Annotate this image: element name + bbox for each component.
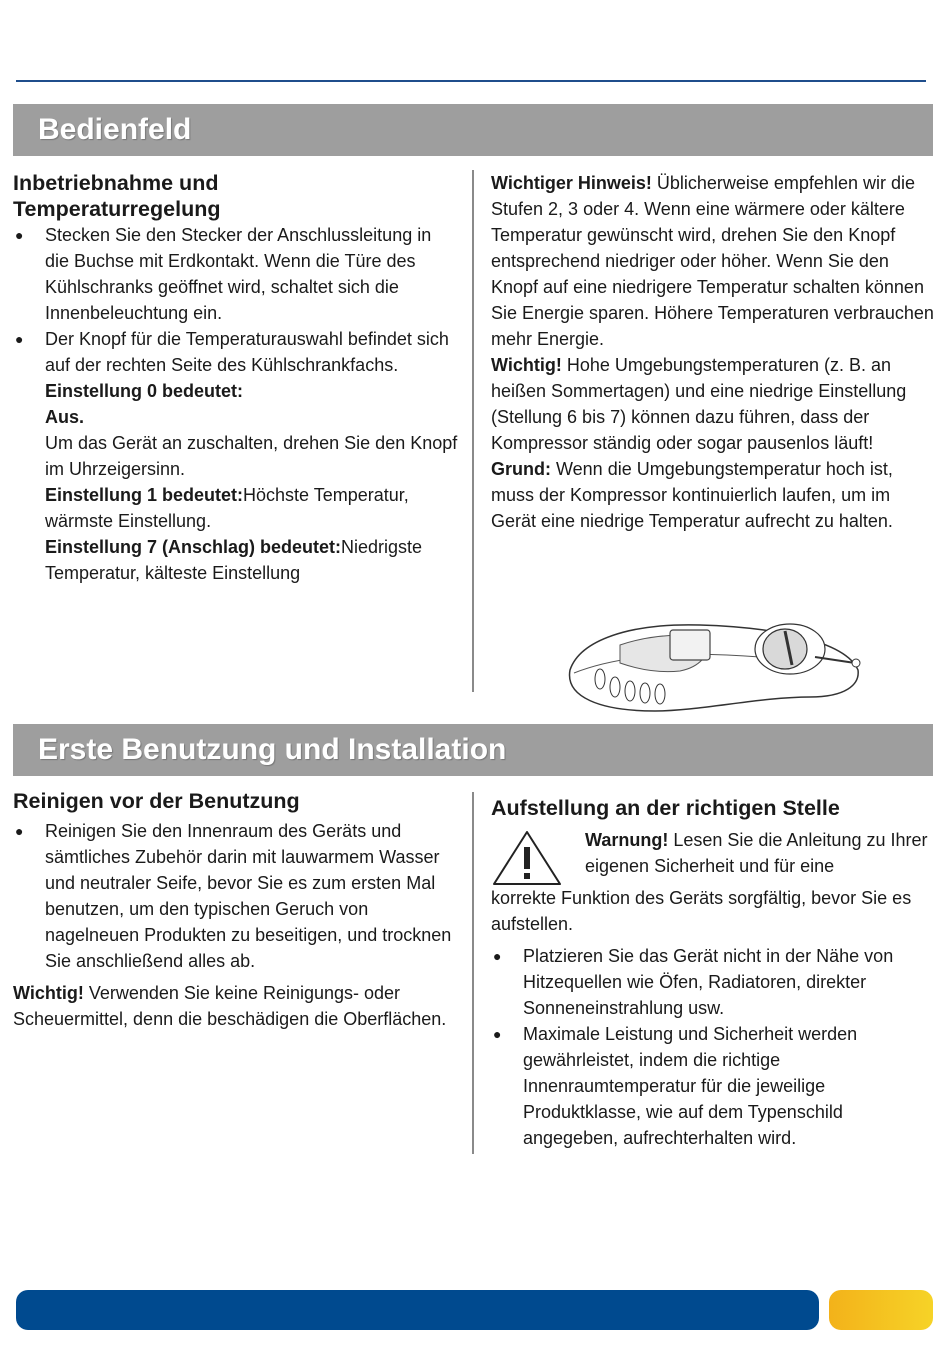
bullet-list — [13, 818, 458, 974]
bullet-list — [491, 943, 936, 1151]
bullet-icon: ● — [493, 1026, 502, 1042]
note-label: Wichtig! — [491, 355, 562, 375]
control-panel-illustration — [560, 615, 865, 715]
warning-triangle-icon — [491, 829, 563, 887]
list-item-text: Maximale Leistung und Sicherheit werden gewährleistet, indem die richtige Innenraumtemperatur für die jeweilige Produktklasse, wie auf dem Typenschild angegeben, aufrechterhalten wird. — [523, 1024, 858, 1148]
note-text: Üblicherweise empfehlen wir die Stufen 2, 3 oder 4. Wenn eine wärmere oder kältere Temperatur gewünscht wird, drehen Sie den Knopf entsprechend niedriger oder höher. Wenn Sie den Knopf auf eine niedrigere Temperatur schalten können Sie Energie sparen. Höhere Temperaturen verbrauchen mehr Energie. — [491, 173, 934, 349]
note-label: Wichtiger Hinweis! — [491, 173, 652, 193]
warning-label: Warnung! — [585, 830, 669, 850]
note-text: Hohe Umgebungstemperaturen (z. B. an heißen Sommertagen) und eine niedrige Einstellung (Stellung 6 bis 7) können dazu führen, dass der Kompressor ständig oder sogar pausenlos läuft! — [491, 355, 907, 453]
note-text: Verwenden Sie keine Reinigungs- oder Scheuermittel, denn die beschädigen die Oberflächen. — [13, 983, 447, 1029]
bullet-icon: ● — [15, 331, 24, 347]
list-item — [13, 818, 458, 974]
setting-0-text: Um das Gerät an zuschalten, drehen Sie den Knopf im Uhrzeigersinn. — [45, 433, 458, 479]
heading-line-2: Temperaturregelung — [13, 197, 221, 221]
heading-reinigen: Reinigen vor der Benutzung — [13, 789, 300, 813]
list-item-text: Stecken Sie den Stecker der Anschlussleitung in die Buchse mit Erdkontakt. Wenn die Türe des Kühlschranks geöffnet wird, schaltet sich die Innenbeleuchtung ein. — [45, 225, 432, 323]
bullet-icon: ● — [493, 948, 502, 964]
note-label: Grund: — [491, 459, 551, 479]
list-item — [13, 326, 458, 586]
footer-page-tab — [829, 1290, 933, 1330]
note-text: Wenn die Umgebungstemperatur hoch ist, muss der Kompressor kontinuierlich laufen, um im Gerät eine niedrige Temperatur aufrecht zu halten. — [491, 459, 893, 531]
bullet-list — [13, 222, 458, 586]
note-wichtig-reinigung — [13, 980, 458, 1032]
section-title-bedienfeld: Bedienfeld — [13, 104, 933, 156]
setting-1-text: Höchste Temperatur, wärmste Einstellung. — [45, 485, 409, 531]
footer-bar — [16, 1290, 819, 1330]
column-divider — [472, 170, 474, 692]
list-item-text: Der Knopf für die Temperaturauswahl befindet sich auf der rechten Seite des Kühlschrankfachs. — [45, 329, 449, 375]
note-grund — [491, 456, 936, 534]
list-item — [13, 222, 458, 326]
note-wichtig — [491, 352, 936, 456]
heading-inbetriebnahme — [13, 170, 458, 222]
warning-block — [491, 827, 936, 881]
note-wichtiger-hinweis — [491, 170, 936, 352]
heading-line-1: Inbetriebnahme und — [13, 171, 219, 195]
list-item — [491, 943, 936, 1021]
bullet-icon: ● — [15, 227, 24, 243]
setting-0-label: Einstellung 0 bedeutet: — [45, 381, 244, 401]
section2-right-column — [491, 795, 936, 1151]
top-rule — [16, 80, 926, 82]
note-label: Wichtig! — [13, 983, 84, 1003]
warning-continuation: korrekte Funktion des Geräts sorgfältig, bevor Sie es aufstellen. — [491, 888, 912, 934]
column-divider — [472, 792, 474, 1154]
setting-1-label: Einstellung 1 bedeutet: — [45, 485, 244, 505]
heading-aufstellung: Aufstellung an der richtigen Stelle — [491, 796, 840, 820]
section2-left-column — [13, 788, 458, 1032]
section1-left-column — [13, 170, 458, 586]
section-title-erste-benutzung: Erste Benutzung und Installation — [13, 724, 933, 776]
list-item-text: Reinigen Sie den Innenraum des Geräts und sämtliches Zubehör darin mit lauwarmem Wasser und neutraler Seife, bevor Sie es zum ersten Mal benutzen, um den typischen Geruch von nagelneuen Produkten zu beseitigen, und trocknen Sie anschließend alles ab. — [45, 821, 452, 971]
section1-right-column — [491, 170, 936, 534]
bullet-icon: ● — [15, 823, 24, 839]
warning-text: Lesen Sie die Anleitung zu Ihrer eigenen Sicherheit und für eine — [585, 830, 928, 876]
list-item-text: Platzieren Sie das Gerät nicht in der Nähe von Hitzequellen wie Öfen, Radiatoren, direkter Sonneneinstrahlung usw. — [523, 946, 894, 1018]
setting-7-text: Niedrigste Temperatur, kälteste Einstellung — [45, 537, 423, 583]
setting-0-value: Aus. — [45, 407, 85, 427]
setting-7-label: Einstellung 7 (Anschlag) bedeutet: — [45, 537, 342, 557]
list-item — [491, 1021, 936, 1151]
